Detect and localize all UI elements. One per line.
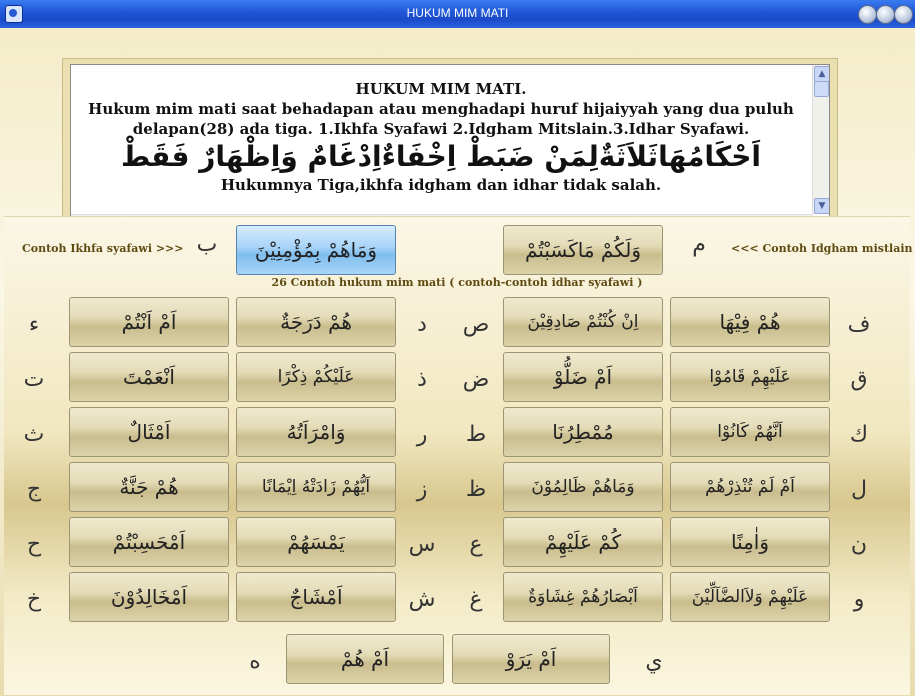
example-button[interactable]: عَلَيْهِمْ وَلاَالضَّآلِّيْنَ [670, 572, 830, 622]
letter: ء [28, 312, 40, 337]
example-button[interactable]: هُمْ جَنَّةٌ [69, 462, 229, 512]
example-button[interactable]: اَمْ لَمْ تُنْذِرْهُمْ [670, 462, 830, 512]
letter: ذ [417, 367, 427, 392]
scroll-up-icon[interactable]: ▲ [814, 66, 830, 82]
description-text [71, 79, 811, 195]
letter: ث [23, 422, 45, 447]
examples-panel [4, 216, 913, 695]
letter: ن [850, 532, 868, 557]
vertical-scroll-thumb[interactable] [814, 81, 829, 97]
idgham-example-button[interactable]: وَلَكُمْ مَاكَسَبْتُمْ [503, 225, 663, 275]
description-line-1: Hukum mim mati saat behadapan atau menghadapi huruf hijaiyyah yang dua puluh [88, 100, 794, 118]
letter: ك [849, 422, 869, 447]
description-arabic: اَحْكَامُهَاثَلاَثَةٌلِمَنْ ضَبَطْ اِخْفَاءٌاِدْغَامٌ وَاِظْهَارٌ فَقَطْ [121, 140, 761, 173]
letter: ه [249, 649, 261, 674]
letter: خ [26, 587, 42, 612]
example-button[interactable]: وَامْرَاَتُهُ [236, 407, 396, 457]
example-button[interactable]: اَمْ يَرَوْ [452, 634, 610, 684]
idgham-letter: م [692, 232, 706, 257]
idgham-label: <<< Contoh Idgham mistlain [731, 242, 913, 255]
example-button[interactable]: اَيُّهُمْ زَادَتْهُ اِيْمَانًا [236, 462, 396, 512]
example-button[interactable]: عَلَيْهِمْ قَامُوْا [670, 352, 830, 402]
minimize-button[interactable] [858, 5, 877, 24]
example-button[interactable]: مُمْطِرُنَا [503, 407, 663, 457]
example-button[interactable]: كُمْ عَلَيْهِمْ [503, 517, 663, 567]
ikhfa-label: Contoh Ikhfa syafawi >>> [22, 242, 184, 255]
example-button[interactable]: عَلَيْكُمْ ذِكْرًا [236, 352, 396, 402]
letter: د [417, 312, 427, 337]
letter: س [408, 532, 436, 557]
letter: ل [851, 477, 867, 502]
letter: غ [469, 587, 483, 612]
description-textbox[interactable] [70, 64, 830, 232]
description-heading: HUKUM MIM MATI. [355, 80, 527, 98]
close-button[interactable] [894, 5, 913, 24]
example-button[interactable]: وَاٰمِنًا [670, 517, 830, 567]
ikhfa-example-button[interactable]: وَمَاهُمْ بِمُؤْمِنِيْنَ [236, 225, 396, 275]
example-button[interactable]: وَمَاهُمْ ظَالِمُوْنَ [503, 462, 663, 512]
vertical-scrollbar[interactable] [812, 65, 829, 214]
letter: ظ [465, 477, 487, 502]
scroll-down-icon[interactable]: ▼ [814, 198, 830, 214]
example-button[interactable]: هُمْ دَرَجَةٌ [236, 297, 396, 347]
letter: ج [26, 477, 42, 502]
letter: ز [416, 477, 428, 502]
example-button[interactable]: اَنْعَمْتَ [69, 352, 229, 402]
description-line-2: delapan(28) ada tiga. 1.Ikhfa Syafawi 2.Idgham Mitslain.3.Idhar Syafawi. [132, 120, 750, 138]
example-button[interactable]: اَبْصَارُهُمْ غِشَاوَةٌ [503, 572, 663, 622]
letter: ط [465, 422, 487, 447]
letter: ت [23, 367, 45, 392]
maximize-button[interactable] [876, 5, 895, 24]
description-line-3: Hukumnya Tiga,ikhfa idgham dan idhar tidak salah. [220, 176, 662, 194]
example-button[interactable]: اَمْشَاجٌ [236, 572, 396, 622]
example-button[interactable]: اَمْثَالٌ [69, 407, 229, 457]
example-button[interactable]: اَمْحَسِبْتُمْ [69, 517, 229, 567]
letter: ص [462, 312, 490, 337]
example-button[interactable]: اَمْخَالِدُوْنَ [69, 572, 229, 622]
letter: ر [416, 422, 428, 447]
example-button[interactable]: اَنَّهُمْ كَانُوْا [670, 407, 830, 457]
example-button[interactable]: هُمْ فِيْهَا [670, 297, 830, 347]
example-button[interactable]: يَمْسَهُمْ [236, 517, 396, 567]
letter: ش [408, 587, 436, 612]
letter: ع [469, 532, 483, 557]
ikhfa-letter: ب [196, 232, 218, 257]
letter: ض [462, 367, 490, 392]
letter: ي [645, 649, 663, 674]
example-button[interactable]: اَمْ اَنْتُمْ [69, 297, 229, 347]
letter: ف [847, 312, 871, 337]
window-title: HUKUM MIM MATI [406, 6, 509, 20]
example-button[interactable]: اَمْ ضَلُّوْ [503, 352, 663, 402]
idhar-heading: 26 Contoh hukum mim mati ( contoh-contoh idhar syafawi ) [271, 276, 643, 289]
letter: و [853, 587, 865, 612]
letter: ق [850, 367, 868, 392]
example-button[interactable]: اَمْ هُمْ [286, 634, 444, 684]
letter: ح [26, 532, 42, 557]
title-bar [0, 0, 915, 28]
example-button[interactable]: اِنْ كُنْتُمْ صَادِقِيْنَ [503, 297, 663, 347]
